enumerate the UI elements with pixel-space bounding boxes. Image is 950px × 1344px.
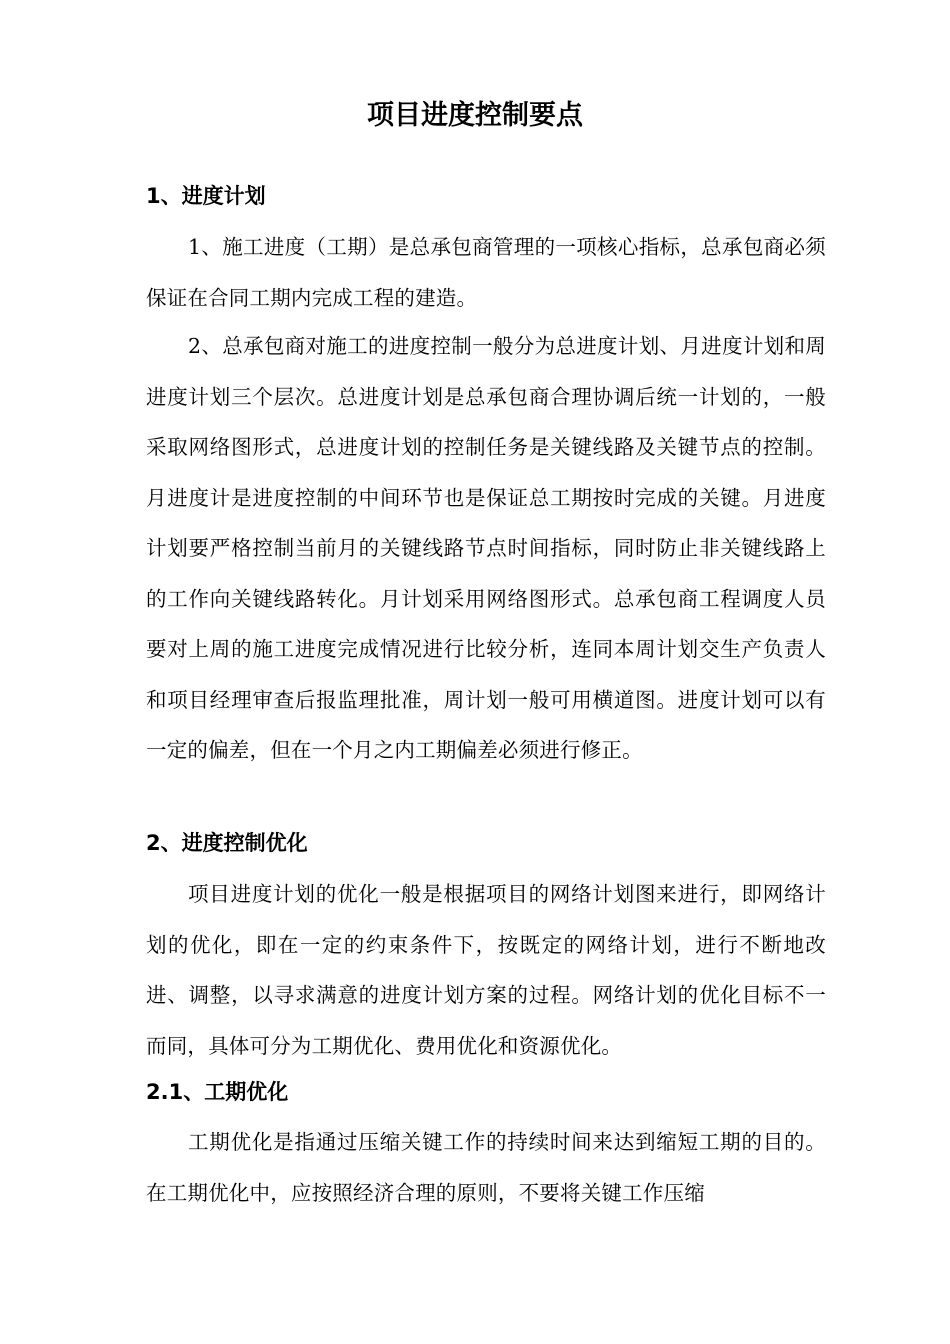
paragraph-4: 工期优化是指通过压缩关键工作的持续时间来达到缩短工期的目的。在工期优化中，应按照经济合理的原则，不要将关键工作压缩 <box>146 1130 826 1205</box>
paragraph-3: 项目进度计划的优化一般是根据项目的网络计划图来进行，即网络计划的优化，即在一定的约束条件下，按既定的网络计划，进行不断地改进、调整，以寻求满意的进度计划方案的过程。网络计划的优化目标不一而同，具体可分为工期优化、费用优化和资源优化。 <box>146 882 826 1058</box>
section-heading-progress-optimization: 2、进度控制优化 <box>146 831 308 855</box>
section-heading-duration-optimization: 2.1、工期优化 <box>146 1080 289 1104</box>
page-title: 项目进度控制要点 <box>367 100 583 131</box>
paragraph-2: 2、总承包商对施工的进度控制一般分为总进度计划、月进度计划和周进度计划三个层次。总进度计划是总承包商合理协调后统一计划的，一般采取网络图形式，总进度计划的控制任务是关键线路及关键节点的控制。月进度计是进度控制的中间环节也是保证总工期按时完成的关键。月进度计划要严格控制当前月的关键线路节点时间指标，同时防止非关键线路上的工作向关键线路转化。月计划采用网络图形式。总承包商工程调度人员要对上周的施工进度完成情况进行比较分析，连同本周计划交生产负责人和项目经理审查后报监理批准，周计划一般可用横道图。进度计划可以有一定的偏差，但在一个月之内工期偏差必须进行修正。 <box>146 334 826 762</box>
section-heading-progress-plan: 1、进度计划 <box>146 184 266 208</box>
paragraph-1: 1、施工进度（工期）是总承包商管理的一项核心指标，总承包商必须保证在合同工期内完成工程的建造。 <box>146 235 826 310</box>
